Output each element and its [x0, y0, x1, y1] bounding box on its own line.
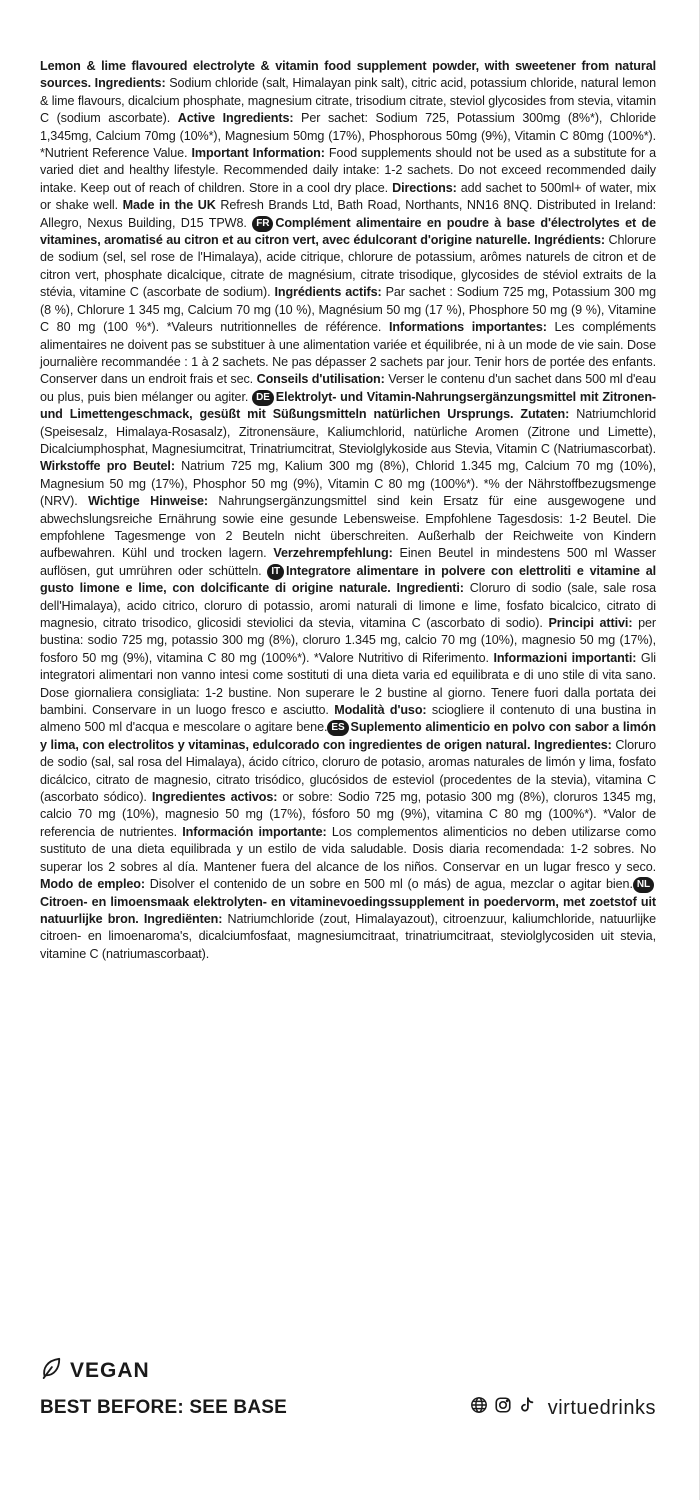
tiktok-icon [518, 1396, 536, 1420]
social-links [470, 1396, 656, 1420]
leaf-icon [40, 1356, 62, 1386]
globe-icon [470, 1396, 488, 1420]
best-before-text: BEST BEFORE: SEE BASE [40, 1397, 288, 1418]
instagram-icon [494, 1396, 512, 1420]
footer-row [40, 1396, 656, 1420]
fr-section: FR Complément alimentaire en poudre à base d'électrolytes et de vitamines, aromatisé au citron et au citron vert, avec édulcorant d'origine naturelle. Ingrédients: Chlorure de sodium (sel, sel rose de l'Himalaya), acide citrique, chlorure de potassium, arômes naturels de citron et de citron vert, phosphate dicalcique, citrate de magnésium, citrate trisodique, glycosides de stéviol extraits de la stévia, vitamine C (ascorbate de sodium). Ingrédients actifs: Par sachet : Sodium 725 mg, Potassium 300 mg (8 %), Chlorure 1 345 mg, Calcium 70 mg (10 %), Magnésium 50 mg (17 %), Phosphore 50 mg (9 %), Vitamine C 80 mg (100 %*). *Valeurs nutritionnelles de référence. Informations importantes: Les compléments alimentaires ne doivent pas se substituer à une alimentation variée et équilibrée, ni à un mode de vie sain. Dose journalière recommandée : 1 à 2 sachets. Ne pas dépasser 2 sachets par jour. Tenir hors de portée des enfants. Conserver dans un endroit frais et sec. Conseils d'utilisation: Verser le contenu d'un sachet dans 500 ml d'eau ou plus, puis bien mélanger ou agiter. [40, 215, 657, 404]
es-section: ES Suplemento alimenticio en polvo con sabor a limón y lima, con electrolitos y vitaminas, edulcorado con ingredientes de origen natural. Ingredientes: Cloruro de sodio (sal, sal rosa del Himalaya), ácido cítrico, cloruro de potasio, aromas naturales de limón y lima, fosfato dicálcico, citrato de magnesio, citrato trisódico, glucósidos de esteviol (procedentes de la stevia), vitamina C (ascorbato sódico). Ingredientes activos: or sobre: Sodio 725 mg, potasio 300 mg (8%), cloruros 1345 mg, calcio 70 mg (10%), magnesio 50 mg (17%), fósforo 50 mg (9%), vitamina C 80 mg (100%*). *Valor de referencia de nutrientes. Información importante: Los complementos alimenticios no deben utilizarse como sustituto de una dieta equilibrada y un estilo de vida saludable. Dosis diaria recomendada: 1-2 sobres. No superar los 2 sobres al día. Mantener fuera del alcance de los niños. Conservar en un lugar fresco y seco. Modo de empleo: Disolver el contenido de un sobre en 500 ml (o más) de agua, mezclar o agitar bien. [40, 720, 656, 892]
language-badge-nl: NL [633, 877, 654, 893]
language-badge-fr: FR [252, 216, 273, 232]
it-section: IT Integratore alimentare in polvere con elettroliti e vitamine al gusto limone e lime, con dolcificante di origine naturale. Ingredienti: Cloruro di sodio (sale, sale rosa dell'Himalaya), acido citrico, cloruro di potassio, aromi naturali di limone e lime, fosfato bicalcico, citrato di magnesio, citrato trisodico, glicosidi steviolici da stevia, vitamina C (ascorbato di sodio). Principi attivi: per bustina: sodio 725 mg, potassio 300 mg (8%), cloruro 1.345 mg, calcio 70 mg (10%), magnesio 50 mg (17%), fosforo 50 mg (9%), vitamina C 80 mg (100%*). *Valore Nutritivo di Riferimento. Informazioni importanti: Gli integratori alimentari non vanno intesi come sostituti di una dieta varia ed equilibrata e di uno stile di vita sano. Dose giornaliera consigliata: 1-2 bustine. Non superare le 2 bustine al giorno. Tenere fuori dalla portata dei bambini. Conservare in un luogo fresco e asciutto. Modalità d'uso: sciogliere il contenuto di una bustina in almeno 500 ml d'acqua e mescolare o agitare bene. [40, 563, 656, 735]
de-section: DE Elektrolyt- und Vitamin-Nahrungsergänzungsmittel mit Zitronen- und Limettengeschmack, gesüßt mit Süßungsmitteln natürlichen Ursprungs. Zutaten: Natriumchlorid (Speisesalz, Himalaya-Rosasalz), Zitronensäure, Kaliumchlorid, natürliche Aromen (Zitrone und Limette), Dicalciumphosphat, Magnesiumcitrat, Trinatriumcitrat, Steviolglykoside aus Stevia, Vitamin C (Natriumascorbat). Wirkstoffe pro Beutel: Natrium 725 mg, Kalium 300 mg (8%), Chlorid 1.345 mg, Calcium 70 mg (10%), Magnesium 50 mg (17%), Phosphor 50 mg (9%), Vitamin C 80 mg (100%*). *% der Nährstoffbezugsmenge (NRV). Wichtige Hinweise: Nahrungsergänzungsmittel sind kein Ersatz für eine ausgewogene und abwechslungsreiche Ernährung sowie eine gesunde Lebensweise. Empfohlene Tagesdosis: 1-2 Beutel. Die empfohlene Tagesmenge von 2 Beuteln nicht überschreiten. Außerhalb der Reichweite von Kindern aufbewahren. Kühl und trocken lagern. Verzehrempfehlung: Einen Beutel in mindestens 500 ml Wasser auflösen, gut umrühren oder schütteln. [40, 389, 657, 578]
ingredients-text [40, 58, 656, 963]
social-handle: virtuedrinks [547, 1396, 656, 1419]
language-badge-de: DE [252, 390, 274, 406]
nl-section: NLCitroen- en limoensmaak elektrolyten- en vitaminevoedingssupplement in poedervorm, met zoetstof uit natuurlijke bron. Ingrediënten: Natriumchloride (zout, Himalayazout), citroenzuur, kaliumchloride, natuurlijke citroen- en limoenaroma's, dicalciumfosfaat, magnesiumcitraat, trinatriumcitraat, steviolglycosiden uit stevia, vitamine C (natriumascorbaat). [40, 879, 657, 961]
en-section: Lemon & lime flavoured electrolyte & vitamin food supplement powder, with sweetener from natural sources. Ingredients: Sodium chloride (salt, Himalayan pink salt), citric acid, potassium chloride, natural lemon & lime flavours, dicalcium phosphate, magnesium citrate, trisodium citrate, steviol glycosides from stevia, vitamin C (sodium ascorbate). Active Ingredients: Per sachet: Sodium 725, Potassium 300mg (8%*), Chloride 1,345mg, Calcium 70mg (10%*), Magnesium 50mg (17%), Phosphorous 50mg (9%), Vitamin C 80mg (100%*). *Nutrient Reference Value. Important Information: Food supplements should not be used as a substitute for a varied diet and healthy lifestyle. Recommended daily intake: 1-2 sachets. Do not exceed recommended daily intake. Keep out of reach of children. Store in a cool dry place. Directions: add sachet to 500ml+ of water, mix or shake well. Made in the UK Refresh Brands Ltd, Bath Road, Northants, NN16 8NQ. Distributed in Ireland: Allegro, Nexus Building, D15 TPW8. [40, 59, 657, 230]
vegan-mark [40, 1356, 656, 1386]
vegan-label: VEGAN [70, 1359, 150, 1382]
language-badge-es: ES [327, 720, 348, 736]
language-badge-it: IT [267, 564, 284, 580]
